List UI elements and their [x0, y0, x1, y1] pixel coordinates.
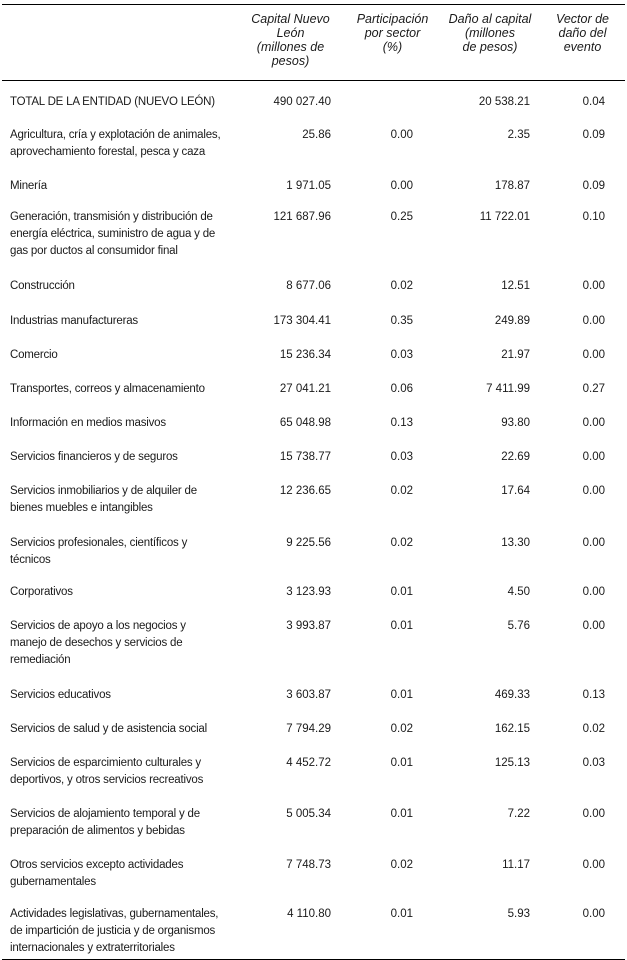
dano-cell: 469.33 — [494, 689, 530, 701]
participacion-cell: 0.01 — [345, 896, 440, 960]
table-row — [2, 674, 625, 709]
sector-cell: Construcción — [10, 280, 75, 292]
sector-cell: Servicios de esparcimiento culturales y deportivos, y otros servicios recreativos — [10, 757, 204, 786]
participacion-cell: 0.00 — [390, 129, 413, 141]
table-row — [2, 403, 625, 437]
dano-cell: 93.80 — [501, 417, 530, 429]
sector-cell: Servicios inmobiliarios y de alquiler de bienes muebles e intangibles — [10, 485, 197, 514]
dano-cell: 7 411.99 — [486, 383, 530, 395]
participacion-cell: 0.25 — [390, 211, 413, 223]
sector-cell: Otros servicios excepto actividades gubernamentales — [10, 859, 184, 888]
capital-cell: 173 304.41 — [273, 315, 331, 327]
table-row — [2, 301, 625, 335]
sector-cell: Información en medios masivos — [10, 417, 166, 429]
participacion-cell: 0.01 — [390, 586, 413, 598]
participacion-cell: 0.02 — [390, 859, 413, 871]
dano-cell: 22.69 — [501, 451, 530, 463]
vector-cell: 0.00 — [582, 586, 605, 598]
participacion-cell: 0.13 — [390, 417, 413, 429]
capital-cell: 9 225.56 — [286, 537, 331, 549]
vector-cell: 0.00 — [582, 620, 605, 632]
sector-cell: Agricultura, cría y explotación de animales, aprovechamiento forestal, pesca y caza — [10, 129, 221, 158]
sector-damage-table — [2, 4, 625, 960]
participacion-cell: 0.02 — [390, 723, 413, 735]
sector-cell: Actividades legislativas, gubernamentales, de impartición de justicia y de organismos internacionales y extraterritoriales — [2, 896, 230, 960]
table-row — [2, 471, 625, 522]
table-row — [2, 81, 625, 118]
header-vector: Vector de daño del evento — [540, 5, 625, 81]
sector-cell: Corporativos — [10, 586, 73, 598]
participacion-cell: 0.01 — [390, 757, 413, 769]
participacion-cell: 0.03 — [390, 451, 413, 463]
capital-cell: 1 971.05 — [286, 180, 331, 192]
sector-cell: Servicios de alojamiento temporal y de preparación de alimentos y bebidas — [10, 808, 200, 837]
participacion-cell: 0.02 — [390, 485, 413, 497]
vector-cell: 0.00 — [540, 896, 625, 960]
dano-cell: 21.97 — [501, 349, 530, 361]
sector-cell: Servicios profesionales, científicos y técnicos — [10, 537, 188, 566]
dano-cell: 12.51 — [501, 280, 530, 292]
capital-cell: 3 993.87 — [286, 620, 331, 632]
dano-cell: 125.13 — [494, 757, 530, 769]
dano-cell: 13.30 — [501, 537, 530, 549]
dano-cell: 11 722.01 — [479, 211, 530, 223]
vector-cell: 0.00 — [582, 349, 605, 361]
capital-cell: 3 603.87 — [286, 689, 331, 701]
capital-cell: 12 236.65 — [279, 485, 331, 497]
dano-cell: 17.64 — [501, 485, 530, 497]
table-row — [2, 264, 625, 301]
participacion-cell: 0.06 — [390, 383, 413, 395]
capital-cell: 5 005.34 — [286, 808, 331, 820]
table-row — [2, 794, 625, 845]
dano-cell: 5.76 — [507, 620, 530, 632]
table-row — [2, 199, 625, 264]
vector-cell: 0.02 — [582, 723, 605, 735]
header-sector — [2, 5, 230, 81]
capital-cell: 121 687.96 — [273, 211, 331, 223]
vector-cell: 0.00 — [582, 859, 605, 871]
capital-cell: 7 794.29 — [286, 723, 331, 735]
sector-cell: Servicios educativos — [10, 689, 111, 701]
vector-cell: 0.00 — [582, 537, 605, 549]
table-header — [2, 5, 625, 81]
table-row — [2, 522, 625, 574]
dano-cell: 249.89 — [494, 315, 530, 327]
vector-cell: 0.09 — [582, 180, 605, 192]
table-body — [2, 81, 625, 960]
sector-cell: Minería — [10, 180, 47, 192]
vector-cell: 0.00 — [582, 417, 605, 429]
dano-cell: 5.93 — [440, 896, 540, 960]
table-row — [2, 437, 625, 471]
participacion-cell: 0.01 — [390, 620, 413, 632]
capital-cell: 25.86 — [302, 129, 331, 141]
dano-cell: 162.15 — [494, 723, 530, 735]
capital-cell: 490 027.40 — [273, 96, 331, 108]
capital-cell: 15 236.34 — [279, 349, 331, 361]
vector-cell: 0.00 — [582, 451, 605, 463]
dano-cell: 7.22 — [507, 808, 530, 820]
capital-cell: 7 748.73 — [286, 859, 331, 871]
table-row — [2, 117, 625, 166]
participacion-cell: 0.03 — [390, 349, 413, 361]
table-row — [2, 574, 625, 606]
dano-cell: 4.50 — [507, 586, 530, 598]
table-row — [2, 896, 625, 960]
dano-cell: 11.17 — [502, 859, 530, 871]
vector-cell: 0.00 — [582, 485, 605, 497]
capital-cell: 15 738.77 — [279, 451, 331, 463]
sector-cell: Servicios financieros y de seguros — [10, 451, 178, 463]
participacion-cell — [345, 81, 440, 118]
sector-cell: Servicios de salud y de asistencia social — [10, 723, 207, 735]
participacion-cell: 0.01 — [390, 808, 413, 820]
vector-cell: 0.03 — [582, 757, 605, 769]
dano-cell: 20 538.21 — [478, 96, 530, 108]
table-row — [2, 166, 625, 199]
vector-cell: 0.04 — [582, 96, 605, 108]
dano-cell: 178.87 — [494, 180, 530, 192]
capital-cell: 3 123.93 — [286, 586, 331, 598]
vector-cell: 0.00 — [582, 280, 605, 292]
participacion-cell: 0.01 — [390, 689, 413, 701]
table-row — [2, 369, 625, 403]
participacion-cell: 0.00 — [390, 180, 413, 192]
vector-cell: 0.27 — [582, 383, 605, 395]
vector-cell: 0.09 — [582, 129, 605, 141]
participacion-cell: 0.02 — [390, 537, 413, 549]
table-row — [2, 845, 625, 896]
header-dano: Daño al capital (millones de pesos) — [440, 5, 540, 81]
sector-cell: Transportes, correos y almacenamiento — [10, 383, 205, 395]
vector-cell: 0.13 — [582, 689, 605, 701]
vector-cell: 0.10 — [582, 211, 605, 223]
vector-cell: 0.00 — [582, 808, 605, 820]
sector-cell: Generación, transmisión y distribución de energía eléctrica, suministro de agua y de gas por ductos al consumidor final — [10, 211, 216, 257]
participacion-cell: 0.35 — [390, 315, 413, 327]
dano-cell: 2.35 — [507, 129, 530, 141]
capital-cell: 27 041.21 — [279, 383, 331, 395]
sector-cell: Comercio — [10, 349, 58, 361]
table-row — [2, 606, 625, 674]
capital-cell: 8 677.06 — [286, 280, 331, 292]
sector-cell: TOTAL DE LA ENTIDAD (NUEVO LEÓN) — [10, 96, 215, 108]
participacion-cell: 0.02 — [390, 280, 413, 292]
capital-cell: 4 110.80 — [230, 896, 345, 960]
header-participacion: Participación por sector (%) — [345, 5, 440, 81]
table-row — [2, 743, 625, 794]
capital-cell: 65 048.98 — [279, 417, 331, 429]
table-row — [2, 709, 625, 743]
table-row — [2, 335, 625, 369]
sector-cell: Industrias manufactureras — [10, 315, 138, 327]
sector-cell: Servicios de apoyo a los negocios y manejo de desechos y servicios de remediación — [10, 620, 186, 666]
capital-cell: 4 452.72 — [286, 757, 331, 769]
vector-cell: 0.00 — [582, 315, 605, 327]
header-capital: Capital Nuevo León (millones de pesos) — [230, 5, 345, 81]
